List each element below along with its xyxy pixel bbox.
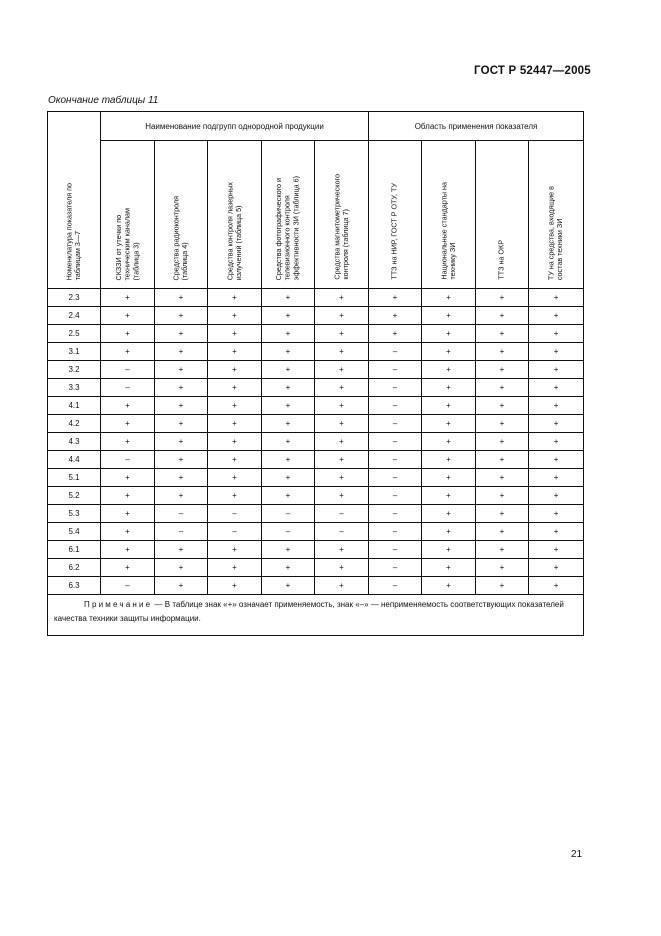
value-cell: + [422,523,476,541]
value-cell: + [208,433,262,451]
note-text: — В таблице знак «+» означает применяемость, знак «–» — неприменяемость соответствующих показателей качества техники защиты информации. [54,600,564,623]
value-cell: + [529,469,584,487]
value-cell: + [422,541,476,559]
value-cell: + [422,469,476,487]
value-cell: – [262,523,315,541]
value-cell: + [422,325,476,343]
value-cell: – [315,505,369,523]
table-row [48,523,584,541]
value-cell: + [476,325,529,343]
value-cell: + [315,559,369,577]
value-cell: + [262,343,315,361]
value-cell: – [369,433,422,451]
value-cell: – [101,379,155,397]
value-cell: + [262,487,315,505]
value-cell: + [529,289,584,307]
value-cell: + [208,325,262,343]
application-header-1 [369,141,422,289]
value-cell: + [208,559,262,577]
value-cell: + [262,397,315,415]
application-header-3 [476,141,529,289]
value-cell: + [208,487,262,505]
value-cell: + [262,433,315,451]
row-id-cell: 4.1 [48,397,101,415]
value-cell: + [529,505,584,523]
value-cell: + [529,361,584,379]
value-cell: + [422,505,476,523]
subgroup-header-4 [262,141,315,289]
value-cell: + [422,289,476,307]
table-row [48,541,584,559]
value-cell: + [315,361,369,379]
row-id-cell: 6.3 [48,577,101,595]
value-cell: – [315,523,369,541]
value-cell: + [529,559,584,577]
subgroup-header-1-label: СКЗЗИ от утечки по техническим каналам (таблица 3) [113,207,140,280]
value-cell: – [369,451,422,469]
table-row [48,361,584,379]
value-cell: – [369,343,422,361]
applicability-table [47,111,584,636]
value-cell: + [422,433,476,451]
value-cell: – [369,559,422,577]
value-cell: + [155,451,208,469]
value-cell: + [422,577,476,595]
value-cell: + [315,433,369,451]
value-cell: – [369,505,422,523]
value-cell: + [315,397,369,415]
value-cell: – [369,469,422,487]
table-row [48,433,584,451]
application-header-1-label: ТТЗ на НИР, ГОСТ Р ОТУ, ТУ [389,183,399,280]
value-cell: + [476,433,529,451]
value-cell: + [422,397,476,415]
table-row [48,577,584,595]
value-cell: + [476,343,529,361]
row-header-cell [48,112,101,289]
value-cell: + [529,325,584,343]
value-cell: + [155,361,208,379]
subgroup-header-5-label: Средства магнитометрического контроля (таблица 7) [331,174,350,280]
value-cell: + [529,433,584,451]
value-cell: + [208,577,262,595]
value-cell: + [315,577,369,595]
value-cell: + [262,469,315,487]
value-cell: + [476,487,529,505]
row-id-cell: 5.1 [48,469,101,487]
value-cell: – [369,379,422,397]
application-header-4 [529,141,584,289]
value-cell: + [476,523,529,541]
value-cell: – [369,487,422,505]
table-row [48,451,584,469]
row-id-cell: 2.4 [48,307,101,325]
application-header-3-label: ТТЗ на ОКР [496,240,506,280]
row-id-cell: 3.2 [48,361,101,379]
value-cell: – [369,523,422,541]
page-number: 21 [571,849,583,860]
value-cell: + [208,361,262,379]
value-cell: + [101,289,155,307]
value-cell: + [101,559,155,577]
value-cell: – [369,397,422,415]
value-cell: + [262,325,315,343]
row-id-cell: 3.3 [48,379,101,397]
value-cell: + [101,469,155,487]
table-row [48,307,584,325]
value-cell: + [422,343,476,361]
value-cell: + [101,397,155,415]
value-cell: + [262,577,315,595]
row-id-cell: 4.4 [48,451,101,469]
value-cell: + [529,451,584,469]
value-cell: + [155,289,208,307]
row-id-cell: 5.4 [48,523,101,541]
value-cell: + [529,415,584,433]
value-cell: + [422,487,476,505]
value-cell: + [155,577,208,595]
table-row [48,559,584,577]
value-cell: + [315,307,369,325]
row-id-cell: 6.2 [48,559,101,577]
table-row [48,379,584,397]
value-cell: + [529,541,584,559]
value-cell: + [315,325,369,343]
value-cell: + [476,307,529,325]
value-cell: + [315,469,369,487]
value-cell: + [262,559,315,577]
value-cell: + [422,415,476,433]
table-row [48,487,584,505]
value-cell: + [155,541,208,559]
row-id-cell: 5.3 [48,505,101,523]
value-cell: + [101,325,155,343]
value-cell: + [529,379,584,397]
value-cell: + [101,523,155,541]
value-cell: + [315,541,369,559]
value-cell: + [315,289,369,307]
value-cell: + [422,559,476,577]
value-cell: + [529,577,584,595]
value-cell: + [208,343,262,361]
table-row [48,325,584,343]
value-cell: – [262,505,315,523]
value-cell: + [208,379,262,397]
value-cell: – [369,415,422,433]
subgroup-header-2-label: Средства радиоконтроля (таблица 4) [171,195,189,280]
value-cell: + [208,469,262,487]
value-cell: + [155,343,208,361]
value-cell: – [101,577,155,595]
value-cell: – [208,523,262,541]
value-cell: + [315,379,369,397]
value-cell: + [262,415,315,433]
value-cell: + [369,307,422,325]
subgroup-header-3 [208,141,262,289]
value-cell: + [476,577,529,595]
value-cell: + [476,469,529,487]
table-body [48,289,584,595]
value-cell: + [208,451,262,469]
value-cell: + [422,361,476,379]
value-cell: + [101,433,155,451]
value-cell: – [155,505,208,523]
value-cell: + [208,397,262,415]
value-cell: + [101,415,155,433]
value-cell: + [476,559,529,577]
row-id-cell: 6.1 [48,541,101,559]
value-cell: + [155,487,208,505]
value-cell: + [101,541,155,559]
value-cell: + [101,505,155,523]
value-cell: + [422,379,476,397]
value-cell: – [369,541,422,559]
value-cell: – [369,361,422,379]
application-header-4-label: ТУ на средства, входящие в состав техники ЗИ [546,185,565,280]
value-cell: + [262,541,315,559]
note-label: Примечание [84,600,153,609]
value-cell: + [262,289,315,307]
value-cell: + [476,361,529,379]
value-cell: + [529,343,584,361]
value-cell: – [101,361,155,379]
value-cell: + [476,505,529,523]
value-cell: + [529,523,584,541]
column-headers-row [48,141,584,289]
value-cell: + [101,307,155,325]
value-cell: + [155,415,208,433]
value-cell: + [369,325,422,343]
value-cell: + [476,415,529,433]
value-cell: + [101,487,155,505]
row-id-cell: 3.1 [48,343,101,361]
row-header-label: Номенклатура показателя по таблицам 3—7 [64,182,82,280]
value-cell: + [262,451,315,469]
row-id-cell: 4.2 [48,415,101,433]
table-row [48,397,584,415]
application-header-2-label: Национальные стандарты на технику ЗИ [438,182,457,280]
value-cell: + [155,469,208,487]
value-cell: + [262,379,315,397]
value-cell: + [208,307,262,325]
value-cell: + [101,343,155,361]
value-cell: + [529,307,584,325]
value-cell: + [155,325,208,343]
table-row [48,415,584,433]
subgroup-header-4-label: Средства фотографического и телевизионного контроля эффективности ЗИ (таблица 6) [274,175,301,280]
value-cell: – [155,523,208,541]
table-header [48,112,584,289]
table-row [48,343,584,361]
group-products-header: Наименование подгрупп однородной продукции [101,112,369,141]
value-cell: + [476,289,529,307]
value-cell: + [208,415,262,433]
application-header-2 [422,141,476,289]
table-note [48,595,584,636]
value-cell: + [315,487,369,505]
value-cell: + [369,289,422,307]
row-id-cell: 4.3 [48,433,101,451]
value-cell: + [155,379,208,397]
value-cell: – [369,577,422,595]
value-cell: + [476,397,529,415]
value-cell: – [101,451,155,469]
subgroup-header-3-label: Средства контроля лазерных излучений (таблица 5) [224,181,243,280]
row-id-cell: 5.2 [48,487,101,505]
value-cell: + [529,487,584,505]
row-id-cell: 2.5 [48,325,101,343]
table-row [48,289,584,307]
value-cell: + [155,433,208,451]
value-cell: + [208,289,262,307]
value-cell: + [529,397,584,415]
value-cell: + [155,307,208,325]
value-cell: + [476,451,529,469]
value-cell: + [208,541,262,559]
value-cell: + [315,343,369,361]
table-caption: Окончание таблицы 11 [48,95,159,106]
value-cell: + [422,451,476,469]
value-cell: + [315,415,369,433]
value-cell: + [262,307,315,325]
value-cell: + [155,559,208,577]
value-cell: + [476,379,529,397]
group-application-header: Область применения показателя [369,112,584,141]
value-cell: + [422,307,476,325]
value-cell: + [476,541,529,559]
subgroup-header-5 [315,141,369,289]
table-row [48,469,584,487]
row-id-cell: 2.3 [48,289,101,307]
value-cell: – [208,505,262,523]
subgroup-header-1 [101,141,155,289]
value-cell: + [155,397,208,415]
subgroup-header-2 [155,141,208,289]
value-cell: + [262,361,315,379]
value-cell: + [315,451,369,469]
document-code: ГОСТ Р 52447—2005 [474,65,591,77]
table-row [48,505,584,523]
